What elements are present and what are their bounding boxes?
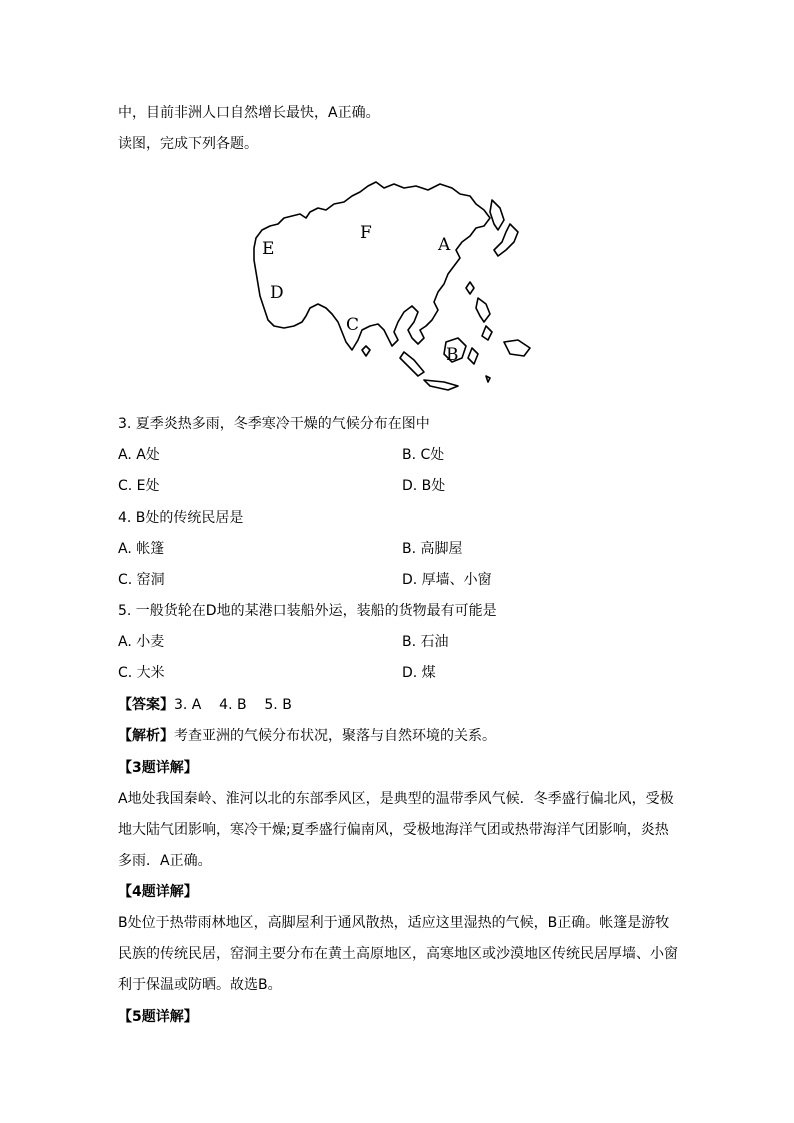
east-peninsula <box>490 200 504 230</box>
question-3-option-c: C. E处 <box>118 478 160 494</box>
asia-mainland-outline <box>254 182 490 350</box>
detail-3-line-1: A地处我国秦岭、淮河以北的东部季风区，是典型的温带季风气候．冬季盛行偏北风，受极 <box>118 791 674 807</box>
detail-3-line-3: 多雨．A正确。 <box>118 853 212 869</box>
question-3-option-a: A. A处 <box>118 447 160 463</box>
philippines-south <box>482 326 492 340</box>
intro-line-1: 中，目前非洲人口自然增长最快，A正确。 <box>118 105 380 121</box>
analysis-line <box>118 726 496 746</box>
question-3-stem: 3. 夏季炎热多雨，冬季寒冷干燥的气候分布在图中 <box>118 416 430 432</box>
sumatra-island <box>400 352 424 376</box>
detail-3-line-2: 地大陆气团影响，寒冷干燥;夏季盛行偏南风，受极地海洋气团或热带海洋气团影响，炎热 <box>118 822 669 838</box>
analysis-label: 【解析】 <box>118 728 174 744</box>
detail-4-heading: 【4题详解】 <box>118 884 198 900</box>
question-5-stem: 5. 一般货轮在D地的某港口装船外运，装船的货物最有可能是 <box>118 603 497 619</box>
detail-4-line-2: 民族的传统民居，窑洞主要分布在黄土高原地区，高寒地区或沙漠地区传统民居厚墙、小窗 <box>118 946 678 962</box>
asia-outline-svg <box>248 180 544 396</box>
question-3-option-b: B. C处 <box>402 447 445 463</box>
answer-line <box>118 695 292 715</box>
question-4-option-c: C. 窑洞 <box>118 572 165 588</box>
detail-4-line-1: B处位于热带雨林地区，高脚屋利于通风散热，适应这里湿热的气候，B正确。帐篷是游牧 <box>118 915 670 931</box>
detail-3-heading: 【3题详解】 <box>118 760 198 776</box>
sulawesi-island <box>468 348 478 364</box>
question-4-option-b: B. 高脚屋 <box>402 541 463 557</box>
intro-line-2: 读图，完成下列各题。 <box>118 136 258 152</box>
detail-4-line-3: 利于保温或防晒。故选B。 <box>118 977 282 993</box>
answer-text: 3. A 4. B 5. B <box>174 697 292 713</box>
taiwan-island <box>466 282 474 294</box>
question-5-option-d: D. 煤 <box>402 665 436 681</box>
map-label-d: D <box>270 283 284 303</box>
map-label-e: E <box>262 239 275 259</box>
analysis-text: 考查亚洲的气候分布状况，聚落与自然环境的关系。 <box>174 728 496 744</box>
map-label-b: B <box>446 345 459 365</box>
map-label-c: C <box>346 315 360 335</box>
answer-label: 【答案】 <box>118 697 174 713</box>
question-5-option-c: C. 大米 <box>118 665 165 681</box>
philippines-islands <box>476 298 490 322</box>
question-5-option-a: A. 小麦 <box>118 634 165 650</box>
map-label-f: F <box>360 223 372 243</box>
question-3-option-d: D. B处 <box>402 478 446 494</box>
small-island <box>486 376 490 382</box>
question-4-option-a: A. 帐篷 <box>118 541 165 557</box>
java-island <box>424 380 458 390</box>
detail-5-heading: 【5题详解】 <box>118 1009 198 1025</box>
question-4-option-d: D. 厚墙、小窗 <box>402 572 492 588</box>
new-guinea-island <box>504 340 530 356</box>
asia-map <box>248 180 544 396</box>
question-4-stem: 4. B处的传统民居是 <box>118 510 244 526</box>
map-label-a: A <box>438 235 451 255</box>
question-5-option-b: B. 石油 <box>402 634 449 650</box>
sri-lanka-island <box>362 346 370 356</box>
